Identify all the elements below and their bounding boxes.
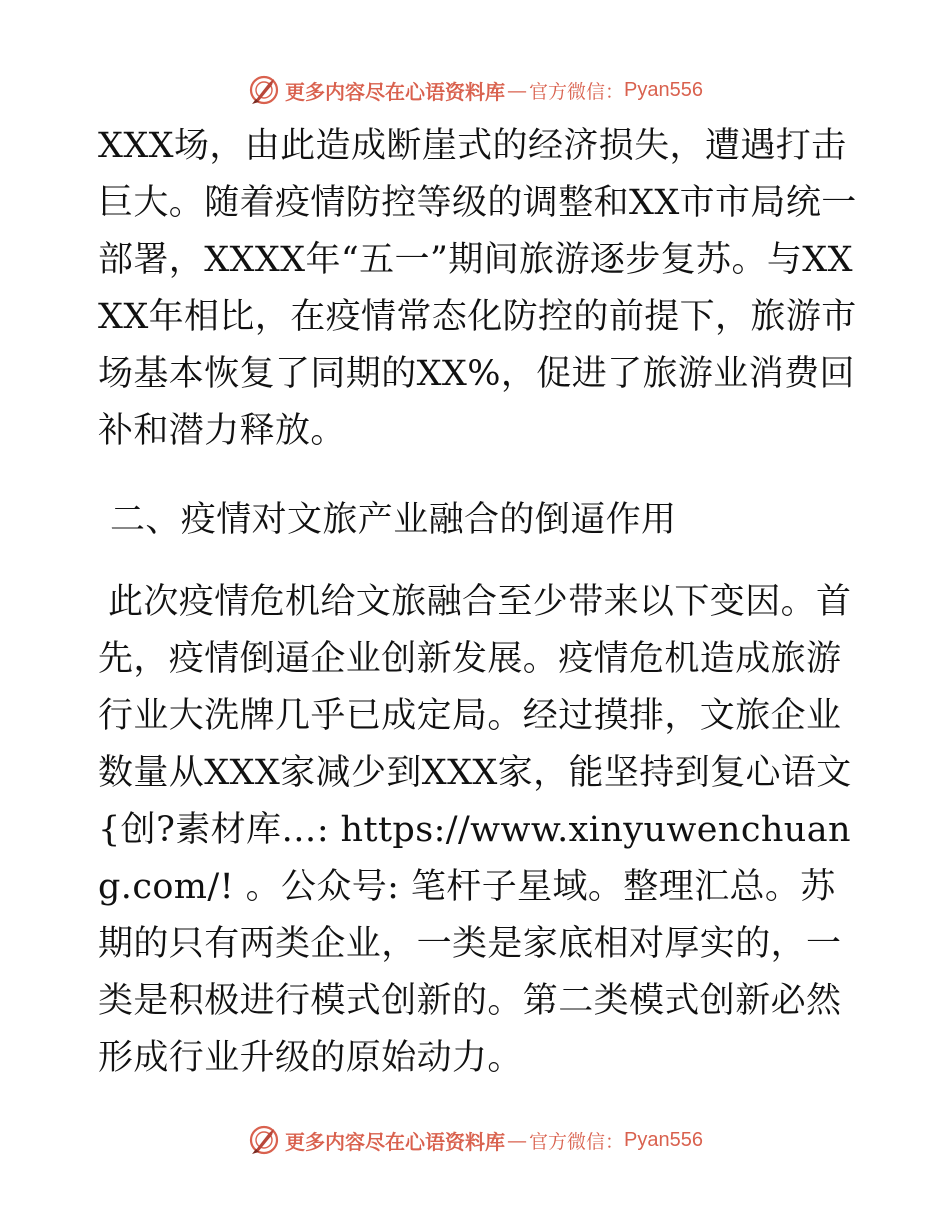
paragraph-1: XXX场，由此造成断崖式的经济损失，遭遇打击巨大。随着疫情防控等级的调整和XX市市局统一部署，XXXX年“五一”期间旅游逐步复苏。与XXXX年相比，在疫情常态化防控的前提下，旅游市场基本恢复了同期的XX%，促进了旅游业消费回补和潜力释放。 [98,126,857,451]
pen-logo-icon [247,73,281,107]
promo-text: 更多内容尽在心语资料库 [285,79,505,104]
promo-text: 更多内容尽在心语资料库 [285,1129,505,1154]
separator-dash: — [507,1128,527,1152]
separator-dash: — [507,78,527,102]
wechat-label: 官方微信： [529,1130,625,1153]
document-body [98,118,858,1087]
wechat-account: Pyan556 [624,78,703,101]
section-heading-2: 二、疫情对文旅产业融合的倒逼作用 [110,500,677,540]
paragraph-2: 此次疫情危机给文旅融合至少带来以下变因。首先，疫情倒逼企业创新发展。疫情危机造成旅游行业大洗牌几乎已成定局。经过摸排，文旅企业数量从XXX家减少到XXX家，能坚持到复心语文{创?素材库…: https://www.xinyuwenchuang.com/! 。公众号: 笔杆子星域。整理汇总。苏期的只有两类企业，一类是家底相对厚实的，一类是积极进行模式创新的。第二类模式创新必然形成行业升级的原始动力。 [98,582,852,1078]
wechat-label: 官方微信： [529,80,625,103]
header-banner [0,70,950,110]
pen-logo-icon [247,1123,281,1157]
wechat-account: Pyan556 [624,1128,703,1151]
footer-banner [0,1120,950,1160]
